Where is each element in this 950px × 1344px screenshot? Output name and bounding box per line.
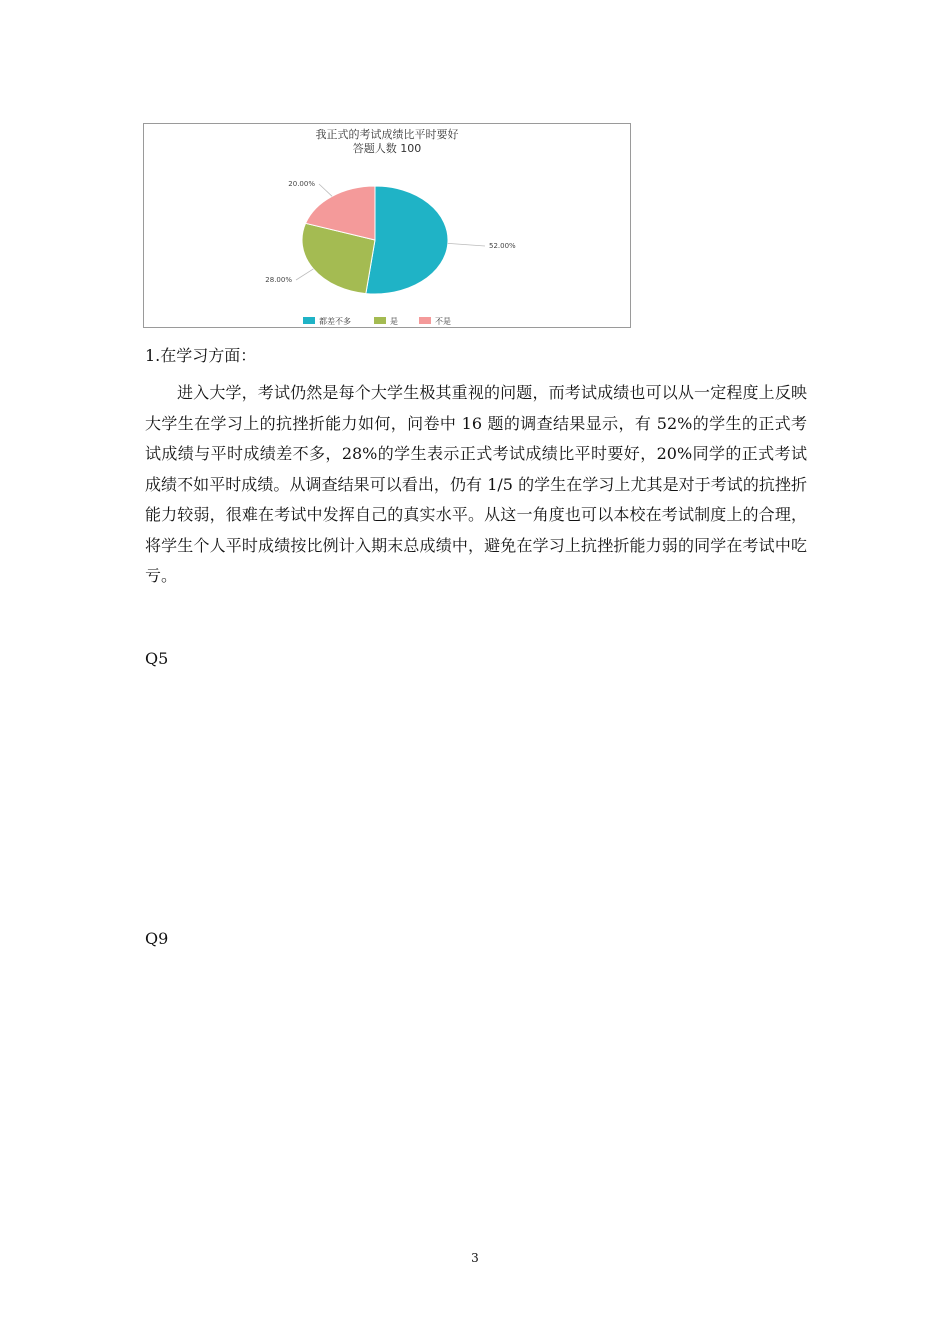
- body-paragraph: 进入大学，考试仍然是每个大学生极其重视的问题，而考试成绩也可以从一定程度上反映大学生在学习上的抗挫折能力如何，问卷中 16 题的调查结果显示，有 52%的学生的正式考试成绩与平时成绩差不多，28%的学生表示正式考试成绩比平时要好，20%同学的正式考试成绩不如平时成绩。从调查结果可以看出，仍有 1/5 的学生在学习上尤其是对于考试的抗挫折能力较弱，很难在考试中发挥自己的真实水平。从这一角度也可以本校在考试制度上的合理，将学生个人平时成绩按比例计入期末总成绩中，避免在学习上抗挫折能力弱的同学在考试中吃亏。: [145, 383, 807, 585]
- slice-value-label: 52.00%: [489, 242, 516, 250]
- legend-swatch: [374, 317, 386, 324]
- slice-value-label: 20.00%: [288, 180, 315, 188]
- legend-label: 不是: [435, 317, 451, 326]
- legend-label: 是: [390, 317, 398, 326]
- legend-swatch: [303, 317, 315, 324]
- legend-label: 都差不多: [319, 317, 351, 326]
- q9-label: Q9: [145, 929, 169, 948]
- page-number: 3: [471, 1251, 479, 1265]
- chart-subtitle: 答题人数 100: [352, 142, 422, 155]
- chart-title: 我正式的考试成绩比平时要好: [315, 128, 459, 141]
- slice-value-label: 28.00%: [265, 276, 292, 284]
- leader-line-3: [319, 184, 332, 196]
- pie-chart-canvas: [144, 124, 630, 327]
- legend-swatch: [419, 317, 431, 324]
- leader-line-1: [448, 243, 485, 246]
- pie-slice-1: [366, 186, 448, 294]
- q5-label: Q5: [145, 649, 169, 668]
- pie-chart: [143, 123, 631, 328]
- section-heading: 1.在学习方面：: [145, 346, 257, 365]
- leader-line-2: [296, 269, 313, 280]
